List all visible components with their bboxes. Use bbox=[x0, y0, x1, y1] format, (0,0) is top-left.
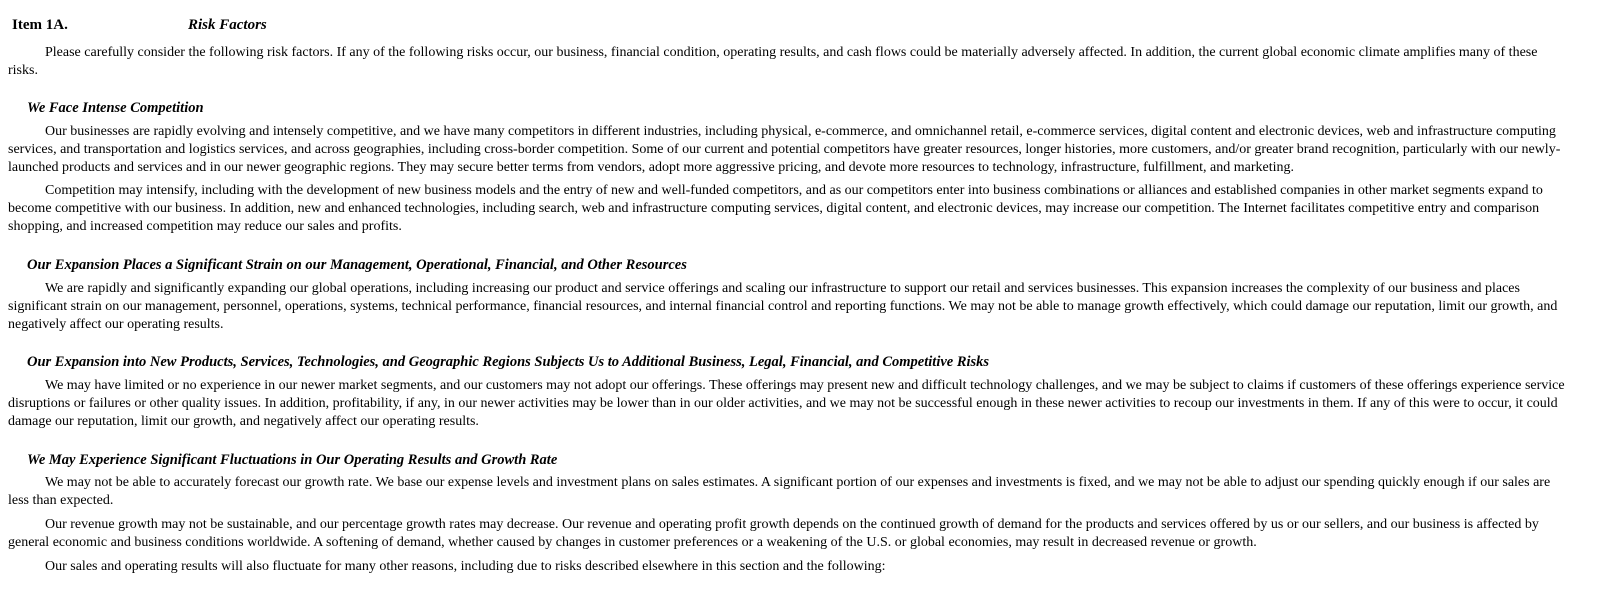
paragraph-fluctuations-1: We may not be able to accurately forecast our growth rate. We base our expense levels and investment plans on sales estimates. A significant portion of our expenses and investments is fixed, and we may not be able to adjust our spending quickly enough if our sales are less than expected. bbox=[8, 475, 1551, 508]
section-heading-new-products-risks: Our Expansion into New Products, Services, Technologies, and Geographic Regions Subjects Us to Additional Business, Legal, Financial, and Competitive Risks bbox=[27, 354, 990, 370]
paragraph-competition-2: Competition may intensify, including with the development of new business models and the entry of new and well-funded competitors, and as our competitors enter into business combinations or alliances and established companies in other market segments expand to become competitive with our business. In addition, new and enhanced technologies, including search, web and infrastructure computing services, digital content, and electronic devices, may increase our competition. The Internet facilitates competitive entry and comparison shopping, and increased competition may reduce our sales and profits. bbox=[8, 183, 1543, 234]
paragraph-fluctuations-3: Our sales and operating results will also fluctuate for many other reasons, including due to risks described elsewhere in this section and the following: bbox=[45, 559, 886, 574]
paragraph-new-products-risks: We may have limited or no experience in our newer market segments, and our customers may not adopt our offerings. These offerings may present new and difficult technology challenges, and we may be subject to claims if customers of these offerings experience service disruptions or failures or other quality issues. In addition, profitability, if any, in our newer activities may be lower than in our older activities, and we may not be successful enough in these newer activities to recoup our investments in them. If any of this were to occur, it could damage our reputation, limit our growth, and negatively affect our operating results. bbox=[8, 378, 1565, 429]
item-number: Item 1A. bbox=[12, 17, 68, 33]
section-heading-competition: We Face Intense Competition bbox=[27, 100, 204, 116]
paragraph-fluctuations-2: Our revenue growth may not be sustainable, and our percentage growth rates may decrease. Our revenue and operating profit growth depends on the continued growth of demand for the products and services offered by us or our sellers, and our business is affected by general economic and business conditions worldwide. A softening of demand, whether caused by changes in customer preferences or a weakening of the U.S. or global economies, may result in decreased revenue or growth. bbox=[8, 517, 1539, 550]
item-title: Risk Factors bbox=[188, 17, 267, 33]
paragraph-competition-1: Our businesses are rapidly evolving and intensely competitive, and we have many competitors in different industries, including physical, e-commerce, and omnichannel retail, e-commerce services, digital content and electronic devices, web and infrastructure computing services, and transportation and logistics services, and across geographies, including cross-border competition. Some of our current and potential competitors have greater resources, longer histories, more customers, and/or greater brand recognition, particularly with our newly-launched products and services and in our newer geographic regions. They may secure better terms from vendors, adopt more aggressive pricing, and devote more resources to technology, infrastructure, fulfillment, and marketing. bbox=[8, 124, 1561, 175]
section-heading-fluctuations: We May Experience Significant Fluctuations in Our Operating Results and Growth Rate bbox=[27, 452, 558, 468]
paragraph-expansion-strain: We are rapidly and significantly expanding our global operations, including increasing our product and service offerings and scaling our infrastructure to support our retail and services businesses. This expansion increases the complexity of our business and places significant strain on our management, personnel, operations, systems, technical performance, financial resources, and internal financial control and reporting functions. We may not be able to manage growth effectively, which could damage our reputation, limit our growth, and negatively affect our operating results. bbox=[8, 281, 1558, 332]
section-heading-expansion-strain: Our Expansion Places a Significant Strain on our Management, Operational, Financial, and Other Resources bbox=[27, 257, 687, 273]
intro-paragraph: Please carefully consider the following risk factors. If any of the following risks occur, our business, financial condition, operating results, and cash flows could be materially adversely affected. In addition, the current global economic climate amplifies many of these risks. bbox=[8, 45, 1538, 78]
